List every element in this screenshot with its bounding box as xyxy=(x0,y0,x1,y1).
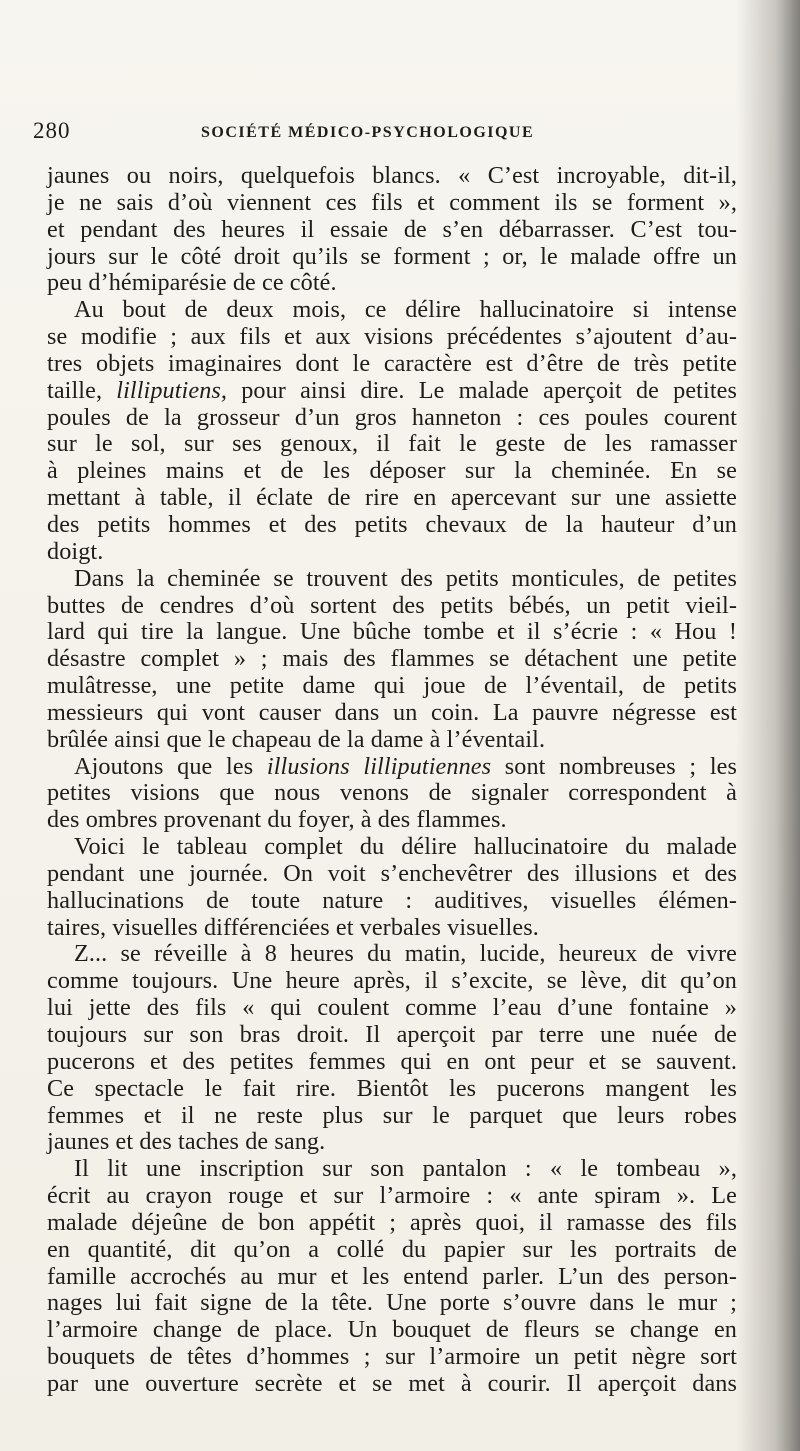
line-segment: taille, xyxy=(47,376,117,404)
text-line: nages lui fait signe de la tête. Une porte s’ouvre dans le mur ; xyxy=(47,1289,737,1317)
text-line: Il lit une inscription sur son pantalon : « le tombeau », xyxy=(74,1155,737,1183)
text-line: buttes de cendres d’où sortent des petits bébés, un petit vieil- xyxy=(47,591,737,619)
page-header xyxy=(33,116,738,150)
text-line: pucerons et des petites femmes qui en ont peur et se sauvent. xyxy=(47,1047,737,1075)
text-line: désastre complet » ; mais des flammes se détachent une petite xyxy=(47,645,737,673)
italic-term: illusions lilliputiennes xyxy=(266,752,492,780)
text-line: des ombres provenant du foyer, à des flammes. xyxy=(47,806,507,834)
text-line: doigt. xyxy=(47,537,104,565)
text-line: des petits hommes et des petits chevaux de la hauteur d’un xyxy=(47,510,737,538)
text-line: sur le sol, sur ses genoux, il fait le geste de les ramasser xyxy=(47,430,737,458)
text-line: et pendant des heures il essaie de s’en débarrasser. C’est tou- xyxy=(47,215,737,243)
text-line: pendant une journée. On voit s’enchevêtrer des illusions et des xyxy=(47,859,737,887)
text-line: Voici le tableau complet du délire hallucinatoire du malade xyxy=(74,833,737,861)
text-line: femmes et il ne reste plus sur le parquet que leurs robes xyxy=(47,1101,737,1129)
text-line: lard qui tire la langue. Une bûche tombe et il s’écrie : « Hou ! xyxy=(47,618,737,646)
text-line: écrit au crayon rouge et sur l’armoire : « ante spiram ». Le xyxy=(47,1182,737,1210)
body-text xyxy=(47,163,737,1398)
page-number: 280 xyxy=(33,118,71,143)
text-line: jaunes ou noirs, quelquefois blancs. « C’est incroyable, dit-il, xyxy=(47,162,737,189)
text-line: se modifie ; aux fils et aux visions précédentes s’ajoutent d’au- xyxy=(47,323,737,351)
text-line: tres objets imaginaires dont le caractère est d’être de très petite xyxy=(47,349,737,377)
text-line: jours sur le côté droit qu’ils se forment ; or, le malade offre un xyxy=(47,242,737,270)
text-line: mulâtresse, une petite dame qui joue de l’éventail, de petits xyxy=(47,672,737,700)
text-line: mettant à table, il éclate de rire en apercevant sur une assiette xyxy=(47,484,737,512)
line-segment: pour ainsi dire. Le malade aperçoit de petites xyxy=(227,376,737,404)
running-title: SOCIÉTÉ MÉDICO-PSYCHOLOGIQUE xyxy=(201,124,535,141)
italic-term: lilliputiens, xyxy=(116,376,228,404)
text-line: Z... se réveille à 8 heures du matin, lucide, heureux de vivre xyxy=(74,940,737,968)
text-line: peu d’hémiparésie de ce côté. xyxy=(47,269,337,297)
text-line: famille accrochés au mur et les entend parler. L’un des person- xyxy=(47,1262,737,1290)
text-line: par une ouverture secrète et se met à courir. Il aperçoit dans xyxy=(47,1369,737,1397)
line-segment: Ajoutons que les xyxy=(74,752,267,780)
text-line: malade déjeûne de bon appétit ; après quoi, il ramasse des fils xyxy=(47,1208,737,1236)
text-line xyxy=(47,378,737,405)
text-line: Dans la cheminée se trouvent des petits monticules, de petites xyxy=(74,564,737,592)
text-line: à pleines mains et de les déposer sur la cheminée. En se xyxy=(47,457,737,485)
text-line: poules de la grosseur d’un gros hanneton : ces poules courent xyxy=(47,403,737,431)
text-line xyxy=(47,754,737,781)
text-line: taires, visuelles différenciées et verbales visuelles. xyxy=(47,913,539,941)
text-line: lui jette des fils « qui coulent comme l’eau d’une fontaine » xyxy=(47,994,737,1022)
text-line: jaunes et des taches de sang. xyxy=(47,1128,326,1156)
line-segment: sont nombreuses ; les xyxy=(491,752,738,780)
text-line: Au bout de deux mois, ce délire hallucinatoire si intense xyxy=(74,296,737,324)
text-line: bouquets de têtes d’hommes ; sur l’armoire un petit nègre sort xyxy=(47,1343,737,1371)
text-line: en quantité, dit qu’on a collé du papier sur les portraits de xyxy=(47,1235,737,1263)
text-line: petites visions que nous venons de signaler correspondent à xyxy=(47,779,737,807)
text-line: toujours sur son bras droit. Il aperçoit par terre une nuée de xyxy=(47,1021,737,1048)
text-line: Ce spectacle le fait rire. Bientôt les pucerons mangent les xyxy=(47,1074,737,1102)
text-line: brûlée ainsi que le chapeau de la dame à l’éventail. xyxy=(47,725,546,753)
text-line: comme toujours. Une heure après, il s’excite, se lève, dit qu’on xyxy=(47,967,737,995)
text-line: hallucinations de toute nature : auditives, visuelles élémen- xyxy=(47,886,737,914)
text-line: je ne sais d’où viennent ces fils et comment ils se forment », xyxy=(47,188,737,216)
text-line: l’armoire change de place. Un bouquet de fleurs se change en xyxy=(47,1316,737,1344)
text-line: messieurs qui vont causer dans un coin. La pauvre négresse est xyxy=(47,698,737,726)
